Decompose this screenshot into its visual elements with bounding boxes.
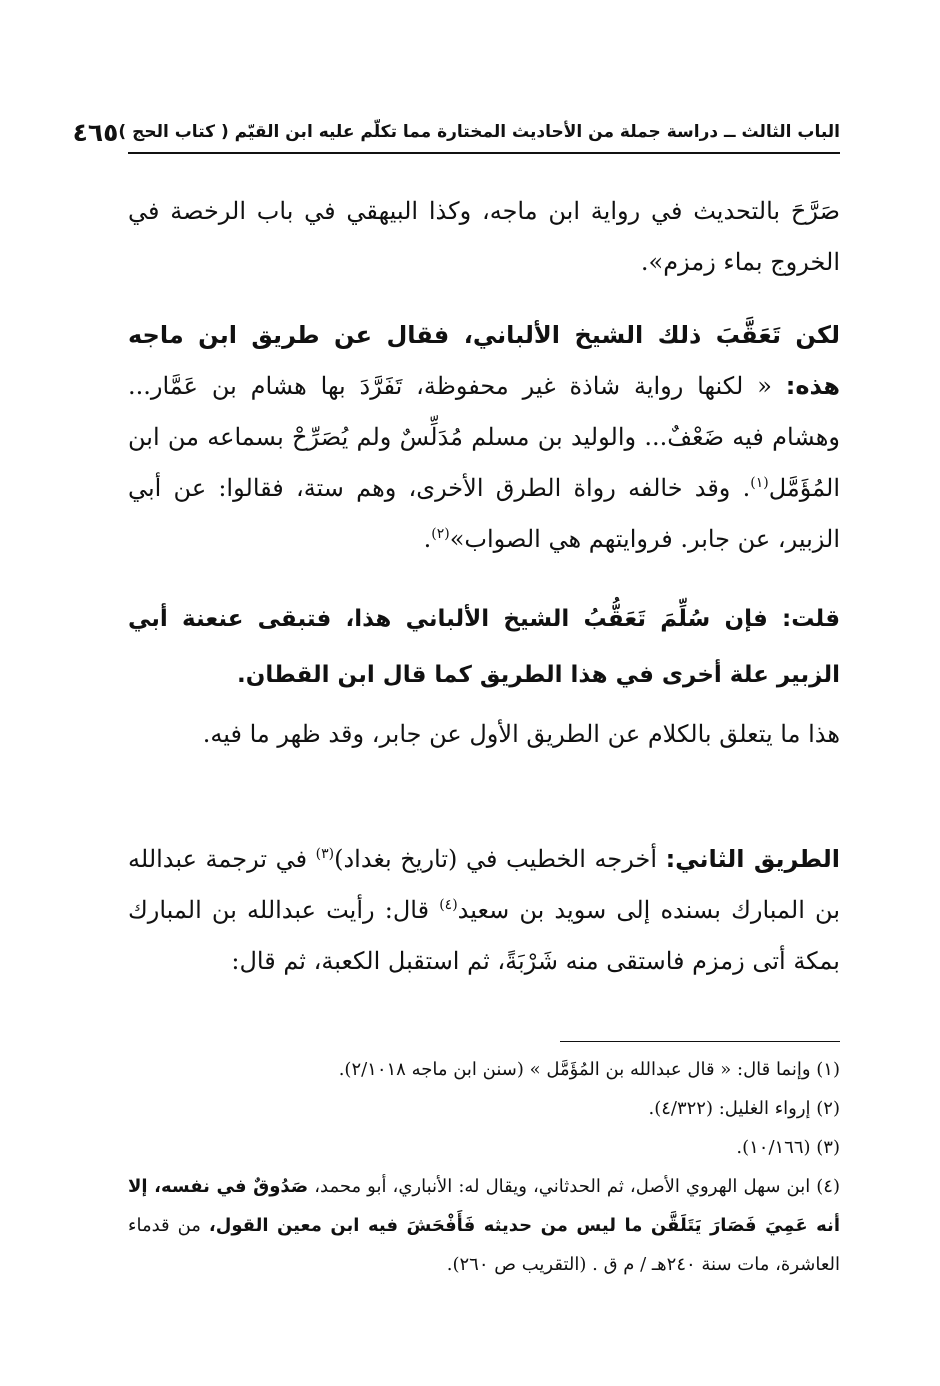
footnote-ref-1: (١) [750, 475, 769, 491]
paragraph-2-lead: لكن تَعَقَّبَ ذلك الشيخ الألباني، فقال عن طريق ابن ماجه هذه: [128, 321, 840, 400]
page-number: ٤٦٥ [72, 117, 119, 147]
paragraph-4: هذا ما يتعلق بالكلام عن الطريق الأول عن جابر، وقد ظهر ما فيه. [202, 720, 840, 748]
footnote-4-text-2: من قدماء العاشرة، مات سنة ٢٤٠هـ / م ق . (التقريب ص ٢٦٠). [128, 1215, 840, 1275]
footnote-ref-2: (٢) [431, 526, 450, 542]
paragraph-5-text: أخرجه الخطيب في (تاريخ بغداد) [334, 845, 666, 873]
paragraph-2-end: . [423, 525, 432, 553]
paragraph-5-text-3: قال: رأيت عبدالله بن المبارك بمكة أتى زمزم فاستقى منه شَرْبَةً، ثم استقبل الكعبة، ثم قال: [128, 896, 840, 975]
footnote-4-bold: صَدُوقٌ في نفسه، إلا أنه عَمِيَ فَصَارَ يَتَلَقَّن ما ليس من حديثه فَأَفْحَشَ فيه ابن معين القول، [128, 1176, 840, 1236]
footnote-ref-4: (٤) [439, 897, 458, 913]
footnote-separator [560, 1041, 840, 1042]
paragraph-5-text-2: في ترجمة عبدالله بن المبارك بسنده إلى سويد بن سعيد [128, 845, 840, 924]
running-header [72, 112, 840, 152]
footnote-2: (٢) إرواء الغليل: (٤/٣٢٢). [648, 1098, 840, 1119]
footnote-1: (١) وإنما قال: « قال عبدالله بن المُؤَمَّل » (سنن ابن ماجه ٢/١٠١٨). [338, 1059, 840, 1080]
paragraph-5-heading: الطريق الثاني: [665, 845, 841, 873]
paragraph-3: قلت: فإن سُلِّمَ تَعَقُّبُ الشيخ الألباني هذا، فتبقى عنعنة أبي الزبير علة أخرى في هذا الطريق كما قال ابن القطان. [128, 606, 840, 688]
footnote-3: (٣) (١٠/١٦٦). [736, 1137, 840, 1158]
paragraph-2 [128, 310, 840, 565]
footnote-4 [128, 1167, 840, 1284]
paragraph-5 [128, 834, 840, 987]
header-rule [128, 152, 840, 154]
footnotes [128, 1050, 840, 1284]
paragraph-2-quote-cont: . وقد خالفه رواة الطرق الأخرى، وهم ستة، فقالوا: عن أبي الزبير، عن جابر. فروايتهم هي الصواب» [128, 474, 840, 553]
footnote-ref-3: (٣) [315, 846, 335, 862]
paragraph-1: صَرَّحَ بالتحديث في رواية ابن ماجه، وكذا البيهقي في باب الرخصة في الخروج بماء زمزم». [128, 197, 840, 276]
header-title: الباب الثالث ــ دراسة جملة من الأحاديث المختارة مما تكلّم عليه ابن القيّم ( كتاب الحج ) [118, 122, 840, 142]
footnote-4-text: (٤) ابن سهل الهروي الأصل، ثم الحدثاني، ويقال له: الأنباري، أبو محمد، [308, 1176, 840, 1197]
paragraph-2-quote: « لكنها رواية شاذة غير محفوظة، تَفَرَّدَ بها هشام بن عَمَّار... وهشام فيه ضَعْفٌ... والوليد بن مسلم مُدَلِّسٌ ولم يُصَرِّحْ بسماعه من ابن المُؤَمَّل [128, 372, 840, 502]
